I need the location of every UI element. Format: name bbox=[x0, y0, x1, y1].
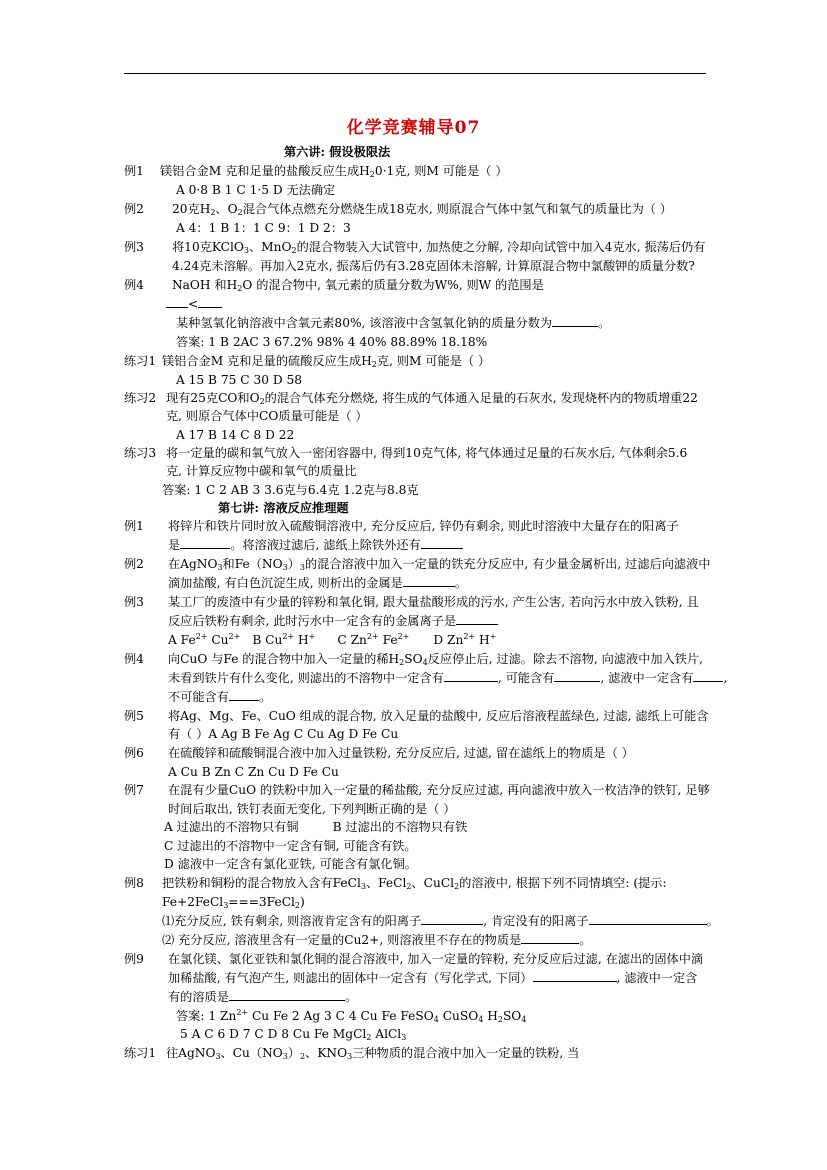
q7-ex8-part2: ⑵ 充分反应, 溶液里含有一定量的Cu2+, 则溶液里不存在的物质是 。 bbox=[162, 933, 592, 947]
q7-ex3-options: A $Fe^{2+}$ $Cu^{2+}$ B $Cu^{2+}$ H+ C $Zn^{2+}$ $Fe^{2+}$ D $Zn^{2+}$ H+ bbox=[168, 632, 497, 647]
q7-ex4-cont: 未看到铁片有什么变化, 则滤出的不溶物中一定含有 , 可能含有 , 滤液中一定含有 , bbox=[168, 671, 728, 685]
answer-blank bbox=[421, 537, 463, 549]
q-label: 例4 bbox=[124, 652, 144, 666]
q-ex4-b: 某种氢氧化钠溶液中含氧元素80%, 该溶液中含氢氧化钠的质量分数为 。 bbox=[176, 316, 611, 330]
q7-ex4: 例4 向CuO 与Fe 的混合物中加入一定量的稀$H_2SO_4$反应停止后, 过滤。除去不溶物, 向滤液中加入铁片, bbox=[124, 652, 704, 667]
q-practice2-options: A 17 B 14 C 8 D 22 bbox=[176, 428, 295, 442]
q-ex2: 例2 20克$H_2$、$O_2$混合气体点燃充分燃烧生成18克水, 则原混合气体中氢气和氧气的质量比为（ ） bbox=[124, 202, 673, 217]
q-label: 练习2 bbox=[124, 391, 157, 405]
answer-blank bbox=[533, 970, 617, 982]
q-practice3-cont: 克, 计算反应物中碳和氧气的质量比 bbox=[166, 464, 357, 478]
q-label: 练习3 bbox=[124, 446, 157, 460]
answer-blank bbox=[198, 296, 222, 308]
section-6-heading: 第六讲: 假设极限法 bbox=[284, 145, 391, 159]
q-practice2: 练习2 现有25克CO和$O_2$的混合气体充分燃烧, 将生成的气体通入足量的石灰水, 发现烧杯内的物质增重22 bbox=[124, 391, 698, 406]
q7-ex5: 例5 将Ag、Mg、Fe、CuO 组成的混合物, 放入足量的盐酸中, 反应后溶液程蓝绿色, 过滤, 滤纸上可能含 bbox=[124, 709, 709, 723]
q7-ex1-cont: 是 。将溶液过滤后, 滤纸上除铁外还有 bbox=[168, 536, 463, 554]
section-7-heading: 第七讲: 溶液反应推理题 bbox=[218, 501, 349, 515]
document-title: 化学竞赛辅导07 bbox=[346, 118, 481, 138]
answer-blank bbox=[554, 670, 600, 682]
q-label: 例7 bbox=[124, 783, 144, 797]
q-label: 例8 bbox=[124, 876, 144, 890]
answer-blank bbox=[180, 537, 230, 549]
q7-ex9-cont2: 有的溶质是 。 bbox=[168, 990, 358, 1004]
q7-ex2-cont: 滴加盐酸, 有白色沉淀生成, 则析出的金属是 。 bbox=[168, 576, 468, 590]
q-label: 例2 bbox=[124, 557, 144, 571]
q-ex3-cont: 4.24克未溶解。再加入2克水, 振荡后仍有3.28克固体未溶解, 计算原混合物中氯酸钾的质量分数? bbox=[172, 259, 695, 273]
answer-blank bbox=[693, 670, 723, 682]
answer-blank bbox=[229, 989, 345, 1001]
q7-ex4-cont2: 不可能含有 。 bbox=[168, 690, 272, 704]
answer-blank bbox=[444, 670, 498, 682]
q-ex1-options: A 0·8 B 1 C 1·5 D 无法确定 bbox=[176, 183, 336, 197]
q-label: 例2 bbox=[124, 202, 144, 216]
q7-ex7-option-c: C 过滤出的不溶物中一定含有铜, 可能含有铁。 bbox=[164, 839, 417, 853]
q7-ex3-cont: 反应后铁粉有剩余, 此时污水中一定含有的金属离子是 bbox=[168, 612, 498, 630]
answer-blank bbox=[552, 315, 598, 327]
q-practice1: 练习1 镁铝合金M 克和足量的硫酸反应生成$H_2$克, 则M 可能是（ ） bbox=[124, 354, 491, 369]
answers-section-7-a: 答案: 1 $Zn^{2+}$ Cu Fe 2 Ag 3 C 4 Cu Fe FeSO$_4$ CuSO$_4$ $H_2SO_4$ bbox=[176, 1008, 527, 1024]
q7-ex5-options: 有（ ）A Ag B Fe Ag C Cu Ag D Fe Cu bbox=[168, 727, 399, 741]
q-ex3: 例3 将10克KClO$_3$、MnO$_2$的混合物装入大试管中, 加热使之分解, 冷却向试管中加入4克水, 振荡后仍有 bbox=[124, 240, 706, 255]
q-label: 练习1 bbox=[124, 354, 157, 368]
q-practice1-options: A 15 B 75 C 30 D 58 bbox=[176, 373, 303, 387]
q7-ex1: 例1 将锌片和铁片同时放入硫酸铜溶液中, 充分反应后, 锌仍有剩余, 则此时溶液中大量存在的阳离子 bbox=[124, 519, 679, 533]
q-ex4: 例4 NaOH 和$H_2O$ 的混合物中, 氧元素的质量分数为W%, 则W 的范围是 bbox=[124, 278, 544, 293]
answer-blank bbox=[521, 932, 579, 944]
q-label: 例3 bbox=[124, 240, 144, 254]
q-label: 例9 bbox=[124, 952, 144, 966]
answer-blank bbox=[589, 913, 707, 925]
q7-practice1: 练习1 往AgNO$_3$、$Cu(NO_3)_2$、$KNO_3$三种物质的混合液中加入一定量的铁粉, 当 bbox=[124, 1046, 580, 1061]
q-label: 例6 bbox=[124, 746, 144, 760]
q7-ex3: 例3 某工厂的废渣中有少量的锌粉和氧化铜, 跟大量盐酸形成的污水, 产生公害, 若向污水中放入铁粉, 且 bbox=[124, 595, 699, 609]
q7-ex6-options: A Cu B Zn C Zn Cu D Fe Cu bbox=[168, 765, 339, 779]
q-label: 例3 bbox=[124, 595, 144, 609]
q7-ex8-part1: ⑴充分反应, 铁有剩余, 则溶液肯定含有的阳离子 , 肯定没有的阳离子 。 bbox=[162, 914, 719, 928]
answer-blank bbox=[403, 575, 455, 587]
answer-blank bbox=[421, 913, 483, 925]
q-practice2-cont: 克, 则原合气体中CO质量可能是（ ） bbox=[166, 409, 368, 423]
answer-blank bbox=[456, 613, 498, 625]
header-rule bbox=[124, 73, 706, 74]
q7-ex7-options-ab: A 过滤出的不溶物只有铜 B 过滤出的不溶物只有铁 bbox=[164, 820, 468, 834]
q-label: 练习1 bbox=[124, 1046, 157, 1060]
answers-practice: 答案: 1 C 2 AB 3 3.6克与6.4克 1.2克与8.8克 bbox=[162, 483, 419, 497]
answer-blank bbox=[229, 689, 259, 701]
q7-ex2: 例2 在AgNO$_3$和$Fe(NO_3)_3$的混合溶液中加入一定量的铁充分反应中, 有少量金属析出, 过滤后向滤液中 bbox=[124, 557, 711, 572]
q7-ex8: 例8 把铁粉和铜粉的混合物放入含有FeCl$_3$、FeCl$_2$、CuCl$_2$的溶液中, 根据下列不同情填空: (提示: bbox=[124, 876, 667, 891]
q7-ex7: 例7 在混有少量CuO 的铁粉中加入一定量的稀盐酸, 充分反应过滤, 再向滤液中放入一枚洁净的铁钉, 足够 bbox=[124, 783, 710, 797]
q7-ex9: 例9 在氯化镁、氯化亚铁和氯化铜的混合溶液中, 加入一定量的锌粉, 充分反应后过滤, 在滤出的固体中滴 bbox=[124, 952, 704, 966]
q-label: 例1 bbox=[124, 164, 144, 178]
q7-ex9-cont: 加稀盐酸, 有气泡产生, 则滤出的固体中一定含有（写化学式, 下同） , 滤液中一定含 bbox=[168, 971, 698, 985]
answers-section-6: 答案: 1 B 2AC 3 67.2% 98% 4 40% 88.89% 18.18% bbox=[176, 335, 488, 349]
answers-section-7-b: 5 A C 6 D 7 C D 8 Cu Fe MgCl$_2$ AlCl$_3$ bbox=[180, 1027, 407, 1042]
q-label: 例5 bbox=[124, 709, 144, 723]
q-label: 例1 bbox=[124, 519, 144, 533]
answer-blank bbox=[166, 296, 188, 308]
q7-ex7-option-d: D 滤液中一定含有氯化亚铁, 可能含有氯化铜。 bbox=[164, 857, 417, 871]
q7-ex6: 例6 在硫酸锌和硫酸铜混合液中加入过量铁粉, 充分反应后, 过滤, 留在滤纸上的物质是（ ） bbox=[124, 746, 634, 760]
q7-ex8-hint: Fe+2FeCl$_3$===3FeCl$_2$) bbox=[162, 895, 305, 910]
q-practice3: 练习3 将一定量的碳和氧气放入一密闭容器中, 得到10克气体, 将气体通过足量的石灰水后, 气体剩余5.6 bbox=[124, 446, 688, 460]
q-ex2-options: A 4：1 B 1：1 C 9：1 D 2：3 bbox=[176, 221, 351, 235]
q-ex1: 例1 镁铝合金M 克和足量的盐酸反应生成$H_20\cdot 1$克, 则M 可能是（ ） bbox=[124, 164, 508, 179]
q-label: 例4 bbox=[124, 278, 144, 292]
q-ex4-range: < bbox=[166, 295, 222, 313]
q7-ex7-cont: 时间后取出, 铁钉表面无变化, 下列判断正确的是（ ） bbox=[168, 802, 456, 816]
